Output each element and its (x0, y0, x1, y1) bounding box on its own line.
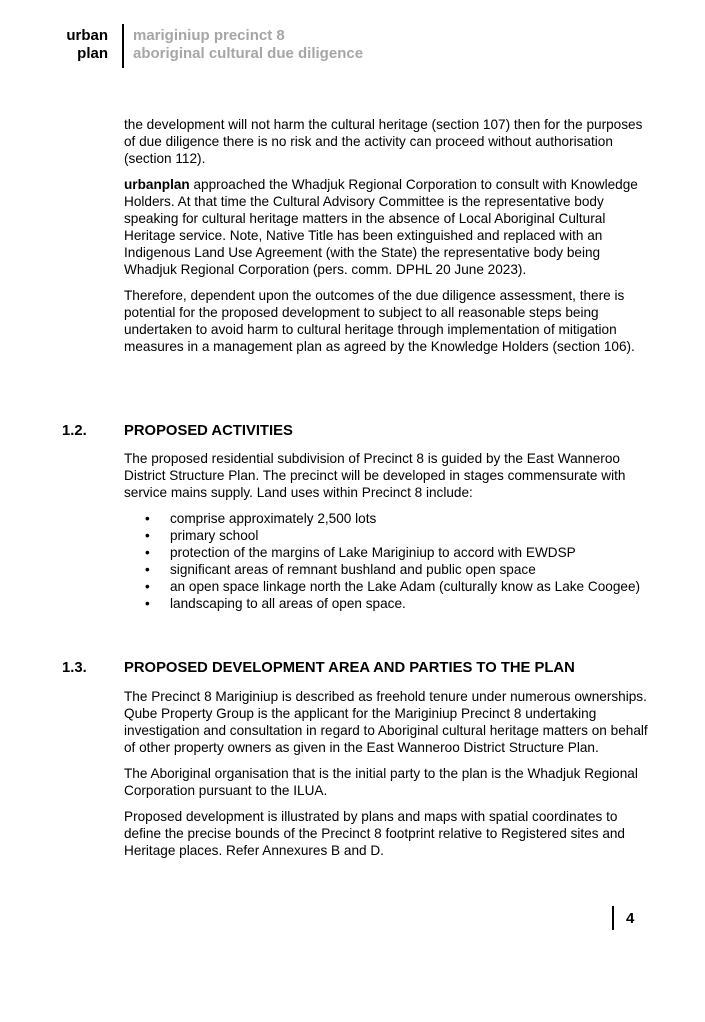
intro-paragraph-3: Therefore, dependent upon the outcomes of the due diligence assessment, there is potential for the proposed development to subject to all reasonable steps being undertaken to avoid harm to cultural heritage through implementation of mitigation measures in a management plan as agreed by the Knowledge Holders (section 106). (124, 288, 635, 354)
section-title: PROPOSED ACTIVITIES (124, 423, 293, 439)
document-title (133, 27, 363, 63)
bullet-icon: • (145, 596, 150, 611)
header-divider (122, 24, 124, 68)
list-item: • an open space linkage north the Lake Adam (culturally know as Lake Coogee) (145, 579, 641, 594)
bullet-icon: • (145, 545, 150, 560)
bullet-icon: • (145, 579, 150, 594)
section-1-3-paragraph-3: Proposed development is illustrated by plans and maps with spatial coordinates to define the precise bounds of the Precinct 8 footprint relative to Registered sites and Heritage places. Refer Annexures B and D. (124, 809, 625, 858)
section-1-2-body (124, 450, 648, 612)
section-1-3-paragraph-2: The Aboriginal organisation that is the initial party to the plan is the Whadjuk Regional Corporation pursuant to the ILUA. (124, 766, 638, 798)
bullet-icon: • (145, 511, 150, 526)
list-item: • landscaping to all areas of open space. (145, 596, 406, 611)
logo-line-1: urban (66, 27, 108, 44)
list-item: • significant areas of remnant bushland and public open space (145, 562, 536, 577)
section-1-3-body (124, 688, 648, 868)
list-item: • primary school (145, 528, 259, 543)
urbanplan-bold-name: urbanplan (124, 177, 190, 192)
intro-paragraph-1: the development will not harm the cultural heritage (section 107) then for the purposes of due diligence there is no risk and the activity can proceed without authorisation (section 112). (124, 117, 643, 166)
section-1-2-paragraph: The proposed residential subdivision of Precinct 8 is guided by the East Wanneroo District Structure Plan. The precinct will be developed in stages commensurate with service mains supply. Land uses within Precinct 8 include: (124, 451, 626, 500)
intro-paragraph-2-text: approached the Whadjuk Regional Corporation to consult with Knowledge Holders. At that time the Cultural Advisory Committee is the representative body speaking for cultural heritage matters in the absence of Local Aboriginal Cultural Heritage service. Note, Native Title has been extinguished and replaced with an Indigenous Land Use Agreement (with the State) the representative body being Whadjuk Regional Corporation (pers. comm. DPHL 20 June 2023). (124, 177, 638, 277)
logo-line-2: plan (77, 45, 108, 62)
list-item: • comprise approximately 2,500 lots (145, 511, 377, 526)
bullet-icon: • (145, 528, 150, 543)
list-item: • protection of the margins of Lake Mariginiup to accord with EWDSP (145, 545, 576, 560)
intro-section (124, 116, 648, 364)
footer-divider (612, 906, 614, 930)
section-title: PROPOSED DEVELOPMENT AREA AND PARTIES TO THE PLAN (124, 660, 575, 676)
urbanplan-logo (40, 27, 108, 63)
intro-paragraph-2 (124, 176, 648, 278)
section-1-3-paragraph-1: The Precinct 8 Mariginiup is described as freehold tenure under numerous ownerships. Qube Property Group is the applicant for the Mariginiup Precinct 8 undertaking investigation and consultation in regard to Aboriginal cultural heritage matters on behalf of other property owners as given in the East Wanneroo District Structure Plan. (124, 689, 648, 755)
page-number: 4 (626, 910, 635, 927)
bullet-icon: • (145, 562, 150, 577)
land-use-list (124, 510, 648, 612)
document-title-line-2: aboriginal cultural due diligence (133, 45, 364, 62)
section-number: 1.3. (62, 660, 87, 676)
document-title-line-1: mariginiup precinct 8 (133, 27, 285, 44)
section-number: 1.2. (62, 423, 87, 439)
